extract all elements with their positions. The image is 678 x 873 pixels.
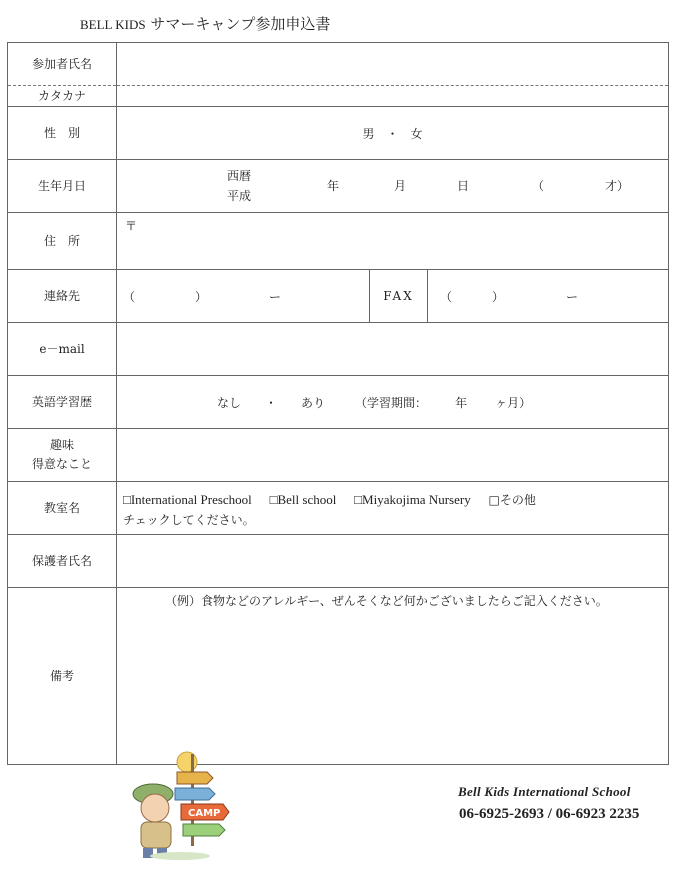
title-text: サマーキャンプ参加申込書 — [150, 15, 331, 33]
class-check-note: チェックしてください。 — [123, 513, 255, 527]
fax-label: FAX — [370, 270, 428, 322]
gender-options: 男 ・ 女 — [362, 126, 423, 141]
fax-open-paren: （ — [440, 289, 453, 304]
hobby-label — [8, 429, 117, 482]
class-option-other[interactable]: □その他 — [488, 493, 536, 507]
remarks-label: 備考 — [8, 588, 117, 765]
classroom-label: 教室名 — [8, 482, 117, 535]
contact-row — [117, 270, 669, 323]
remarks-field[interactable] — [117, 588, 669, 765]
dob-year: 年 — [327, 179, 340, 193]
address-label: 住 所 — [8, 213, 117, 270]
english-separator: ・ — [265, 395, 278, 410]
english-none: なし — [217, 395, 242, 410]
remarks-note: （例）食物などのアレルギー、ぜんそくなど何かございましたらご記入ください。 — [165, 594, 608, 608]
tel-dash: ー — [269, 289, 282, 304]
participant-name-label: 参加者氏名 — [8, 43, 117, 86]
sign-board-4 — [183, 824, 225, 836]
class-option-miyakojima[interactable]: □Miyakojima Nursery — [354, 492, 471, 507]
camp-kid-illustration — [125, 744, 235, 864]
ground-shadow — [150, 852, 210, 860]
kid-face — [141, 794, 169, 822]
tel-close-paren: ） — [195, 289, 208, 304]
camp-sign-text: CAMP — [188, 808, 221, 819]
class-option-preschool[interactable]: □International Preschool — [123, 492, 252, 507]
dob-age-close: 才） — [605, 179, 630, 193]
gender-label: 性 別 — [8, 107, 117, 160]
english-period: （学習期間： — [355, 395, 428, 410]
katakana-field[interactable] — [117, 86, 669, 107]
english-history-field[interactable] — [117, 376, 669, 429]
school-phone-numbers: 06-6925-2693 / 06-6923 2235 — [459, 806, 640, 822]
english-month: ヶ月） — [495, 395, 532, 410]
sign-board-1 — [177, 772, 213, 784]
tel-open-paren: （ — [123, 289, 136, 304]
gender-field[interactable] — [117, 107, 669, 160]
dob-era-western: 西暦 — [227, 169, 252, 183]
english-yes: あり — [301, 395, 326, 410]
address-field[interactable] — [117, 213, 669, 270]
dob-era-heisei: 平成 — [227, 189, 252, 203]
participant-name-field[interactable] — [117, 43, 669, 86]
school-name: Bell Kids International School — [458, 784, 631, 799]
application-form — [7, 42, 669, 765]
sign-board-2 — [175, 788, 215, 800]
katakana-label: カタカナ — [8, 86, 117, 107]
title-brand: BELL KIDS — [80, 17, 146, 32]
hobby-label-line1: 趣味 — [49, 438, 74, 453]
english-history-label: 英語学習歴 — [8, 376, 117, 429]
class-option-bell-school[interactable]: □Bell school — [269, 492, 337, 507]
dob-age-open: （ — [532, 179, 545, 193]
classroom-field — [117, 482, 669, 535]
fax-dash: ー — [566, 289, 579, 304]
guardian-name-field[interactable] — [117, 535, 669, 588]
dob-label: 生年月日 — [8, 160, 117, 213]
hobby-label-line2: 得意なこと — [31, 457, 92, 471]
form-title — [80, 13, 330, 34]
fax-field[interactable] — [428, 270, 668, 322]
kid-body — [141, 822, 171, 848]
dob-field[interactable] — [117, 160, 669, 213]
postal-mark: 〒 — [125, 219, 138, 233]
tel-field[interactable] — [117, 270, 370, 322]
contact-label: 連絡先 — [8, 270, 117, 323]
dob-month: 月 — [394, 179, 407, 193]
english-year: 年 — [455, 395, 468, 410]
hobby-field[interactable] — [117, 429, 669, 482]
fax-close-paren: ） — [492, 289, 505, 304]
dob-day: 日 — [457, 179, 470, 193]
email-label: e－mail — [8, 323, 117, 376]
email-field[interactable] — [117, 323, 669, 376]
guardian-name-label: 保護者氏名 — [8, 535, 117, 588]
